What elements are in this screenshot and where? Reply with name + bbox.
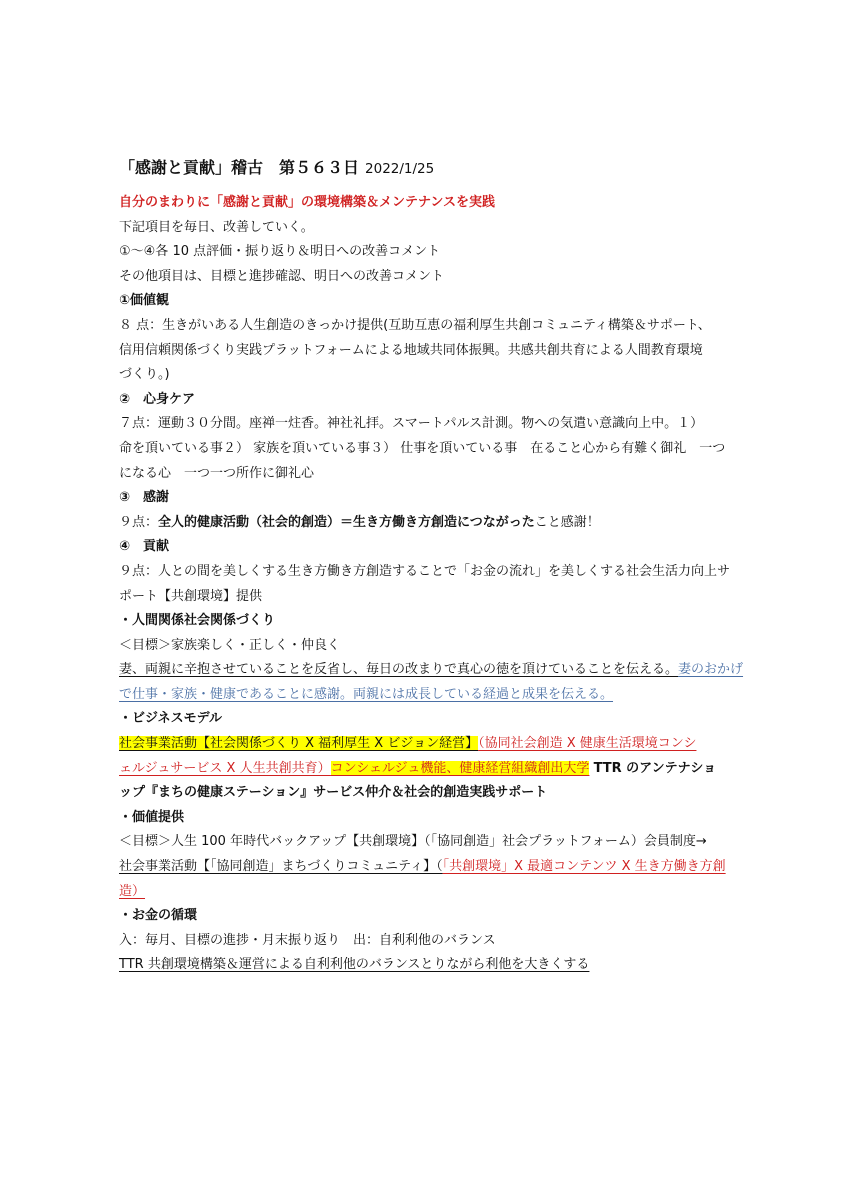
business-line: ップ『まちの健康ステーション』サービス仲介＆社会的創造実践サポート xyxy=(119,785,548,801)
relations-line xyxy=(119,658,744,683)
section-heading-relations: ・人間関係社会関係づくり xyxy=(119,613,276,629)
care-line: になる心 一つ一つ所作に御礼心 xyxy=(119,465,315,481)
gratitude-bold-text: 全人的健康活動（社会的創造）＝生き方働き方創造につながった xyxy=(158,514,535,530)
care-line: ７点：運動３０分間。座禅一炷香。神社礼拝。スマートパルス計測。物への気遣い意識向上中。１） xyxy=(119,416,704,432)
section-heading-values: ①価値観 xyxy=(119,293,170,309)
business-line xyxy=(119,732,744,757)
intro-line: 下記項目を毎日、改善していく。 xyxy=(119,219,314,235)
doc-date: 2022/1/25 xyxy=(365,161,435,177)
business-red-text: ェルジュサービス X 人生共創共育） xyxy=(119,760,331,776)
intro-line: ①～④各 10 点評価・振り返り＆明日への改善コメント xyxy=(119,244,441,260)
business-line xyxy=(119,757,744,782)
relations-text-blue: 妻のおかげ xyxy=(678,662,744,678)
relations-line xyxy=(119,683,744,708)
money-line: 入：毎月、目標の進捗・月末振り返り 出：自利利他のバランス xyxy=(119,932,496,948)
doc-title-line xyxy=(119,155,744,181)
gratitude-score: ９点： xyxy=(119,514,159,530)
relations-goal: ＜目標＞家族楽しく・正しく・仲良く xyxy=(119,637,341,653)
business-red-text: （協同社会創造 X 健康生活環境コンシ xyxy=(478,736,697,752)
values-line: 信用信頼関係づくり実践プラットフォームによる地域共同体振興。共感共創共育による人間教育環境 xyxy=(119,342,703,358)
intro-line: その他項目は、目標と進捗確認、明日への改善コメント xyxy=(119,268,445,284)
business-highlight-red: コンシェルジュ機能、健康経営組織創出大学 xyxy=(330,760,590,776)
offer-line xyxy=(119,880,744,905)
offer-goal: ＜目標＞人生 100 年時代バックアップ【共創環境】（「協同創造」社会プラットフォーム）会員制度→ xyxy=(119,834,707,850)
gratitude-suffix: こと感謝！ xyxy=(534,514,600,530)
offer-line xyxy=(119,855,744,880)
section-heading-money: ・お金の循環 xyxy=(119,908,198,924)
money-text: TTR 共創環境構築＆運営による自利利他のバランスとりながら利他を大きくする xyxy=(119,957,590,973)
section-heading-offer: ・価値提供 xyxy=(119,809,185,825)
care-line: 命を頂いている事２） 家族を頂いている事３） 仕事を頂いている事 在ること心から有難く御礼 一つ xyxy=(119,440,726,456)
contribution-line: ９点：人との間を美しくする生き方働き方創造することで「お金の流れ」を美しくする社会生活力向上サ xyxy=(119,563,731,579)
section-heading-business: ・ビジネスモデル xyxy=(119,711,222,727)
offer-text-red: 造） xyxy=(119,883,146,899)
offer-text-red: 「共創環境」X 最適コンテンツ X 生き方働き方創 xyxy=(442,859,726,875)
section-heading-care: ② 心身ケア xyxy=(119,391,196,407)
doc-title: 「感謝と貢献」稽古 第５６３日 xyxy=(119,158,360,177)
values-line: ８ 点：生きがいある人生創造のきっかけ提供(互助互恵の福利厚生共創コミュニティ構築＆サポート、 xyxy=(119,317,711,333)
doc-subtitle: 自分のまわりに「感謝と貢献」の環境構築＆メンテナンスを実践 xyxy=(119,195,495,210)
business-highlight: 社会事業活動【社会関係づくり X 福利厚生 X ビジョン経営】 xyxy=(119,736,479,752)
section-heading-gratitude: ③ 感謝 xyxy=(119,490,170,506)
section-heading-contribution: ④ 貢献 xyxy=(119,539,170,555)
business-bold-text: TTR のアンテナショ xyxy=(593,760,717,776)
document-body xyxy=(119,155,744,978)
relations-text-blue: で仕事・家族・健康であることに感謝。両親には成長している経過と成果を伝える。 xyxy=(119,686,614,702)
values-line: づくり。) xyxy=(119,367,170,383)
gratitude-line xyxy=(119,511,744,536)
contribution-line: ポート【共創環境】提供 xyxy=(119,588,263,604)
offer-text-black: 社会事業活動【「協同創造」まちづくりコミュニティ】（ xyxy=(119,859,443,875)
relations-text-black: 妻、両親に辛抱させていることを反省し、毎日の改まりで真心の徳を頂けていることを伝える。 xyxy=(119,662,679,678)
money-line xyxy=(119,953,744,978)
